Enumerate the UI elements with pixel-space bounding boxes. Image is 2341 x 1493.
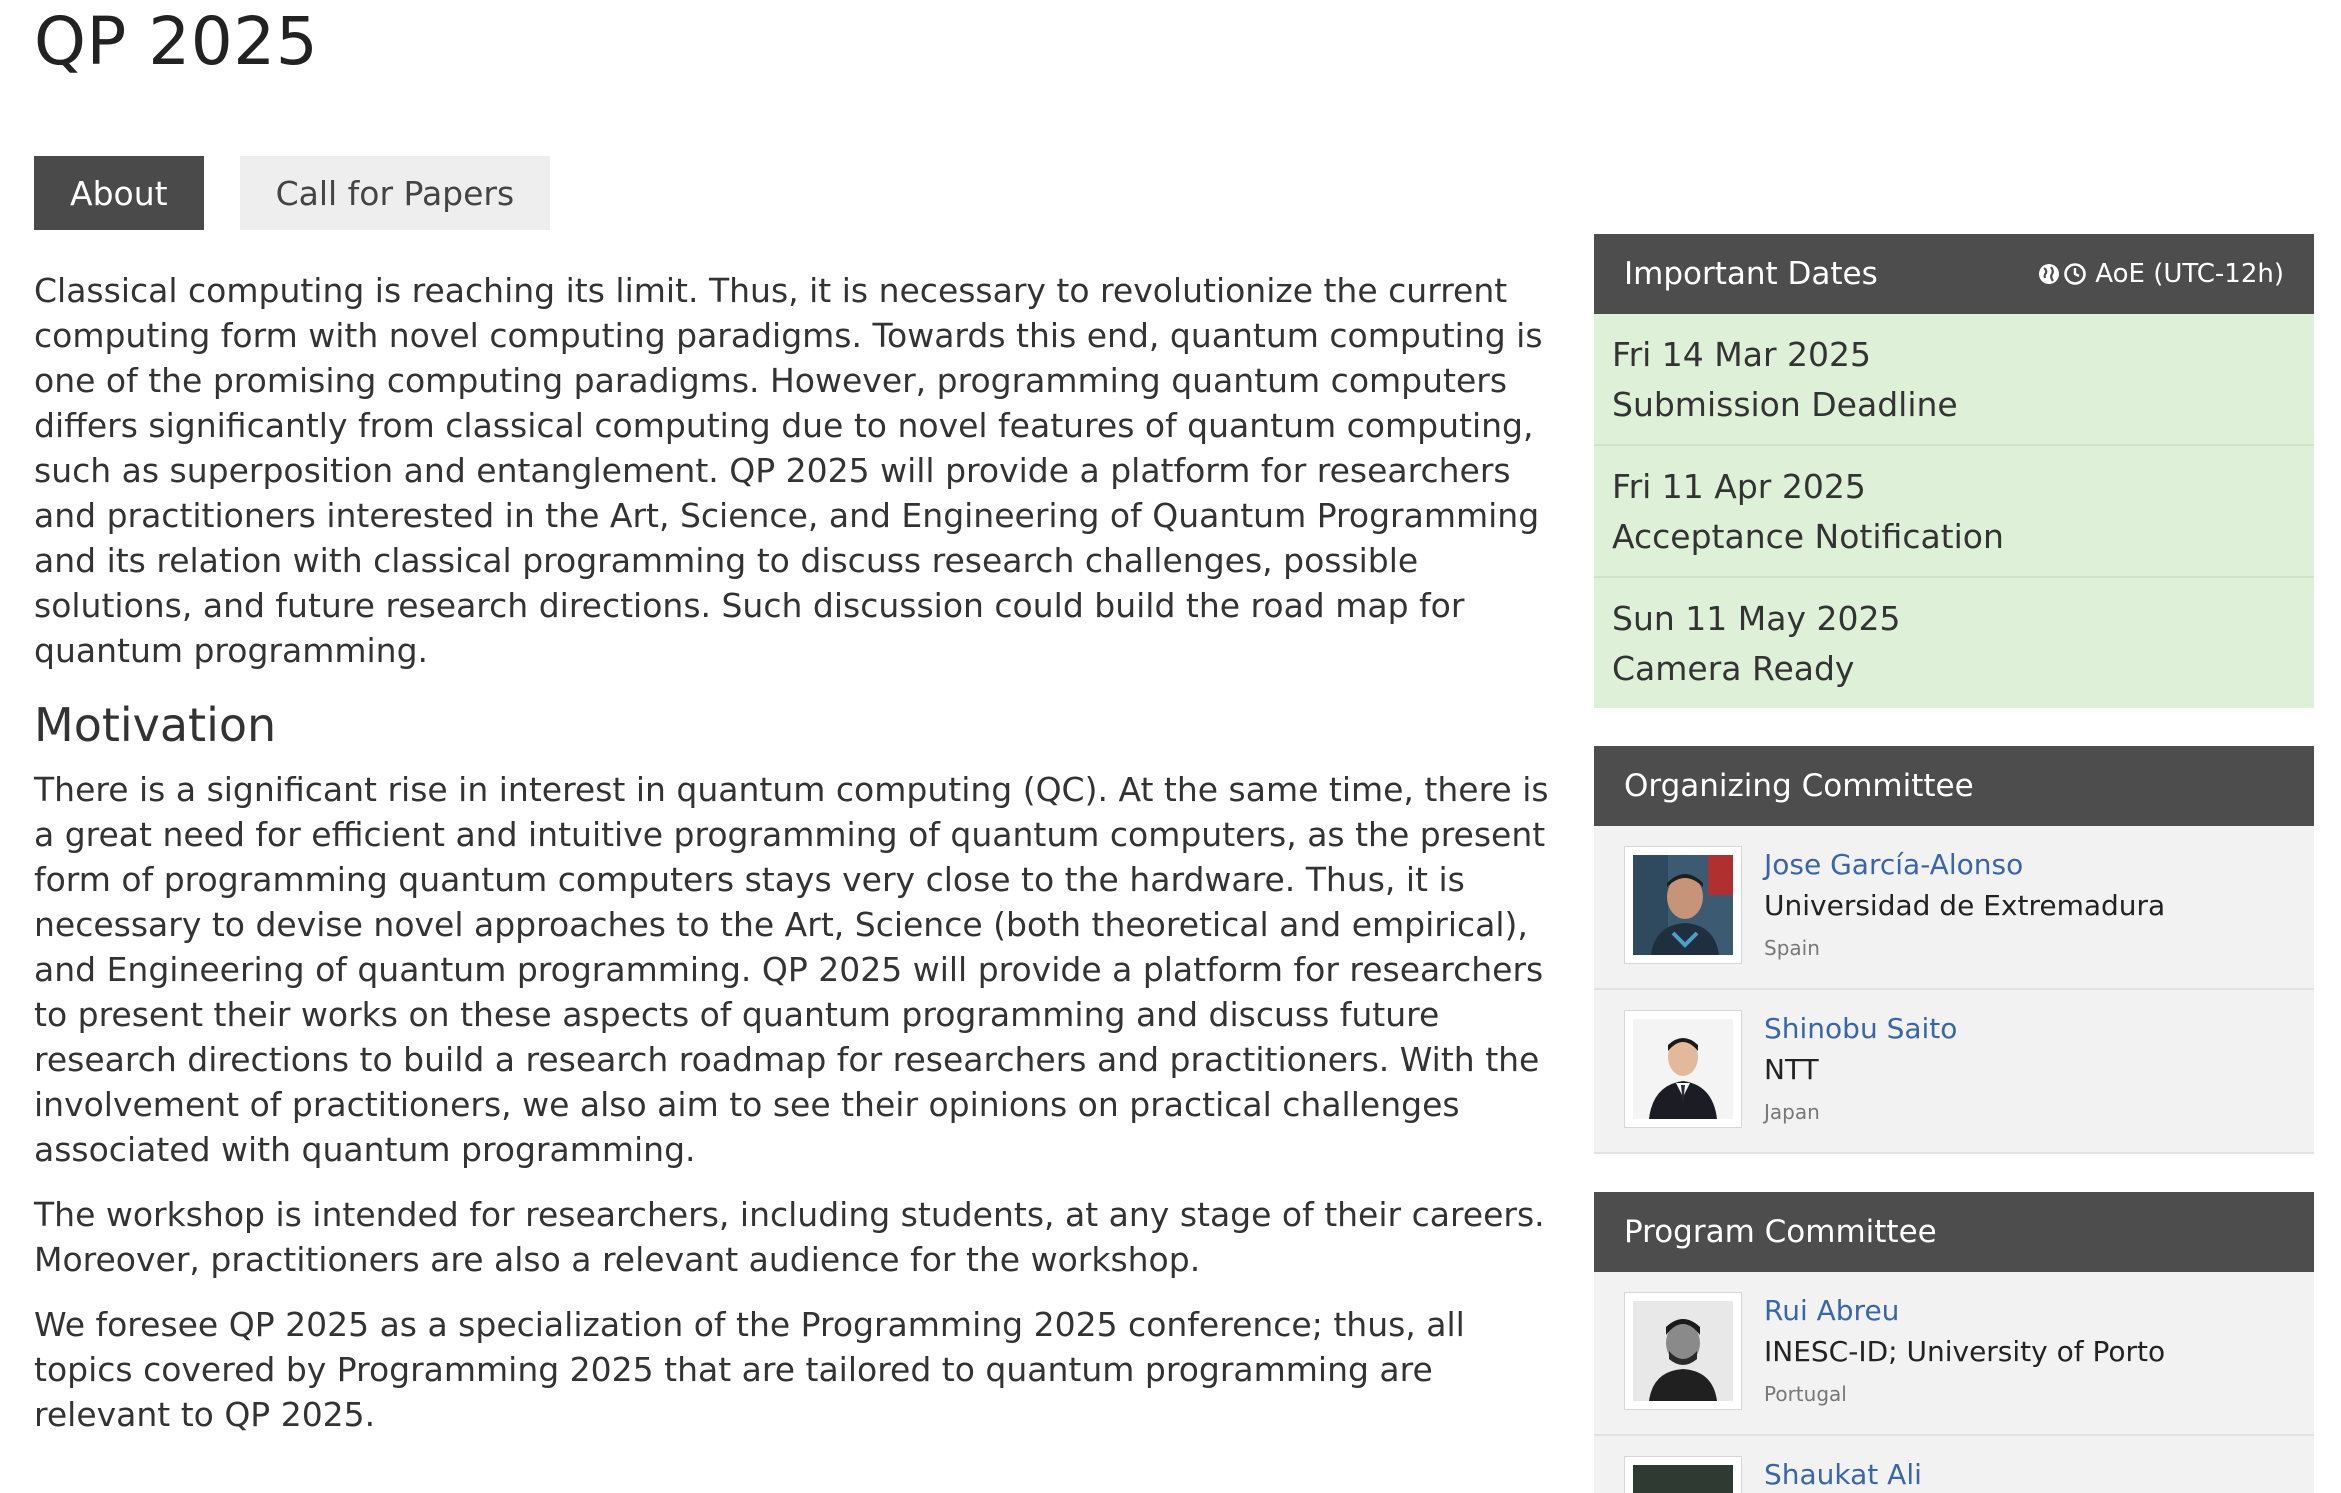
person-photo-icon <box>1633 1301 1733 1401</box>
date-value: Fri 11 Apr 2025 <box>1612 467 1866 506</box>
timezone-label: AoE (UTC-12h) <box>2095 259 2284 289</box>
person-photo-icon <box>1633 855 1733 955</box>
date-item <box>1594 446 2314 578</box>
date-label: Camera Ready <box>1612 649 1855 688</box>
organizing-committee-title: Organizing Committee <box>1624 768 1974 804</box>
program-committee-header <box>1594 1192 2314 1272</box>
committee-member <box>1594 1436 2314 1493</box>
important-dates-header <box>1594 234 2314 314</box>
globe-icon <box>2037 262 2061 286</box>
member-name-link[interactable]: Shaukat Ali <box>1764 1458 1922 1491</box>
avatar[interactable] <box>1624 1010 1742 1128</box>
program-committee-title: Program Committee <box>1624 1214 1937 1250</box>
member-affiliation: Universidad de Extremadura <box>1764 889 2166 922</box>
organizing-committee-panel <box>1594 746 2314 1154</box>
date-value: Sun 11 May 2025 <box>1612 599 1901 638</box>
audience-paragraph: The workshop is intended for researchers, including students, at any stage of their careers. Moreover, practitioners are also a relevant audience for the workshop. <box>34 1195 1545 1279</box>
avatar[interactable] <box>1624 846 1742 964</box>
motivation-heading: Motivation <box>34 698 277 752</box>
person-photo-icon <box>1633 1019 1733 1119</box>
date-value: Fri 14 Mar 2025 <box>1612 335 1872 374</box>
date-list <box>1594 314 2314 708</box>
timezone-selector[interactable] <box>2037 259 2284 289</box>
important-dates-panel <box>1594 234 2314 708</box>
important-dates-title: Important Dates <box>1624 256 1878 292</box>
date-label: Acceptance Notification <box>1612 517 2004 556</box>
member-name-link[interactable]: Rui Abreu <box>1764 1294 1900 1327</box>
clock-icon <box>2063 262 2087 286</box>
sidebar <box>1594 234 2314 1493</box>
member-name-link[interactable]: Shinobu Saito <box>1764 1012 1958 1045</box>
member-affiliation: INESC-ID; University of Porto <box>1764 1335 2166 1368</box>
member-affiliation: NTT <box>1764 1053 1819 1086</box>
program-committee-panel <box>1594 1192 2314 1493</box>
member-name-link[interactable]: Jose García-Alonso <box>1764 848 2024 881</box>
committee-member <box>1594 826 2314 990</box>
date-item <box>1594 578 2314 708</box>
avatar[interactable] <box>1624 1456 1742 1493</box>
main-content <box>34 268 1556 1457</box>
tab-call-for-papers[interactable]: Call for Papers <box>240 156 551 230</box>
scope-paragraph: We foresee QP 2025 as a specialization of the Programming 2025 conference; thus, all topics covered by Programming 2025 that are tailored to quantum programming are relevant to QP 2025. <box>34 1305 1465 1434</box>
tab-bar <box>34 156 550 230</box>
committee-member <box>1594 1272 2314 1436</box>
avatar[interactable] <box>1624 1292 1742 1410</box>
date-label: Submission Deadline <box>1612 385 1958 424</box>
tab-about[interactable]: About <box>34 156 204 230</box>
person-photo-icon <box>1633 1465 1733 1493</box>
intro-paragraph: Classical computing is reaching its limit. Thus, it is necessary to revolutionize the current computing form with novel computing paradigms. Towards this end, quantum computing is one of the promising computing paradigms. However, programming quantum computers differs significantly from classical computing due to novel features of quantum computing, such as superposition and entanglement. QP 2025 will provide a platform for researchers and practitioners interested in the Art, Science, and Engineering of Quantum Programming and its relation with classical programming to discuss research challenges, possible solutions, and future research directions. Such discussion could build the road map for quantum programming. <box>34 271 1543 670</box>
member-country: Spain <box>1764 936 1820 960</box>
committee-member <box>1594 990 2314 1154</box>
member-country: Portugal <box>1764 1382 1847 1406</box>
member-country: Japan <box>1764 1100 1820 1124</box>
organizing-committee-header <box>1594 746 2314 826</box>
motivation-paragraph: There is a significant rise in interest in quantum computing (QC). At the same time, there is a great need for efficient and intuitive programming of quantum computers, as the present form of programming quantum computers stays very close to the hardware. Thus, it is necessary to devise novel approaches to the Art, Science (both theoretical and empirical), and Engineering of quantum programming. QP 2025 will provide a platform for researchers to present their works on these aspects of quantum programming and discuss future research directions to build a research roadmap for researchers and practitioners. With the involvement of practitioners, we also aim to see their opinions on practical challenges associated with quantum programming. <box>34 770 1549 1169</box>
page-title: QP 2025 <box>34 3 319 80</box>
date-item <box>1594 314 2314 446</box>
